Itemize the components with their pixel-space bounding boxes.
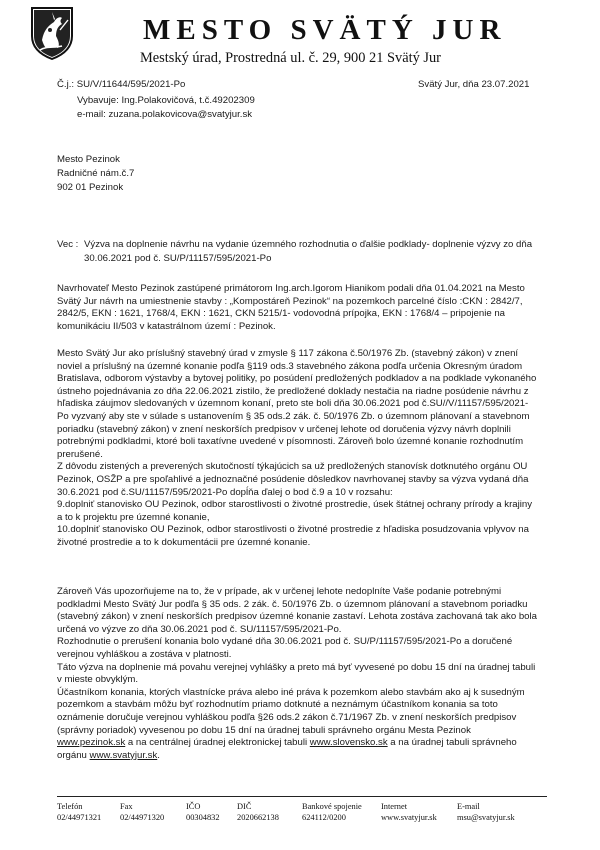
recipient-name: Mesto Pezinok [57, 154, 120, 165]
footer-label: E-mail [457, 802, 480, 811]
city-coat-of-arms-icon [30, 6, 74, 60]
text-line: Táto výzva na doplnenie má povahu verejnej vyhlášky a preto má byť vyvesené po dobu 15 dní na úradnej tabuli [57, 661, 536, 673]
footer-label: Fax [120, 802, 133, 811]
text-line: 2842/5, EKN : 1621, 1768/4, EKN : 1621, CKN 5215/1- vodovodná prípojka, EKN : 1768/4 – pripojenie na [57, 308, 506, 320]
text-line: životné prostredie a to k dokumentácii pre územné konanie. [57, 536, 311, 548]
text-line: a to k projektu pre územné konanie, [57, 511, 210, 523]
text-line: Svätý Jur návrh na umiestnenie stavby : „Kompostáreň Pezinok“ na pozemkoch parcelné číslo :CKN : 2842/7, [57, 295, 523, 307]
footer-value: 02/44971321 [57, 813, 102, 822]
slovensko-website-link[interactable]: www.slovensko.sk [309, 737, 388, 749]
text-line: určená vo výzve zo dňa 30.06.2021 pod č. SU/11157/595/2021-Po. [57, 623, 342, 635]
text-fragment: orgánu [57, 749, 90, 761]
text-line: komunikáciu II/503 v katastrálnom území : Pezinok. [57, 320, 276, 332]
text-line: (správny poriadok) vyvesenou po dobu 15 dní na úradnej tabuli správneho orgánu Mesta Pezinok [57, 724, 471, 736]
text-line: 10.doplniť stanovisko OU Pezinok, odbor starostlivosti o životné prostredie z hľadiska posudzovania vplyvov na [57, 524, 529, 536]
footer-phone [57, 801, 101, 823]
footer-email [457, 801, 515, 823]
city-title: MESTO SVÄTÝ JUR [143, 14, 507, 46]
text-line: potrebnými podkladmi, ktoré boli taxatívne uvedené v písomnosti. Zároveň bolo územné konanie rozhodnutím [57, 436, 524, 448]
text-line: Zároveň Vás upozorňujeme na to, že v prípade, ak v určenej lehote nedoplníte Vaše podanie potrebnými [57, 586, 502, 597]
text-fragment: a na úradnej tabuli správneho [387, 737, 517, 749]
text-line: Z dôvodu zistených a preverených skutočností týkajúcich sa už predložených stanovísk dotknutého orgánu OU [57, 461, 528, 473]
footer-ico [186, 801, 220, 823]
text-line: Bratislava, odborom výstavby a bytovej politiky, po posúdení predložených podkladov a na podklade vykonaného [57, 373, 537, 385]
footer-label: IČO [186, 802, 201, 811]
footer-divider [57, 796, 547, 797]
text-line: (stavebný zákon) v znení neskorších predpisov územné konanie zastaví. Lehota zostáva zachovaná tak ako bola [57, 611, 537, 623]
footer-label: Telefón [57, 802, 83, 811]
text-line: podkladmi Mesto Svätý Jur podľa § 35 ods. 2 zák. č. 50/1976 Zb. o územnom plánovaní a stavebnom poriadku [57, 598, 528, 610]
footer-value: 624112/0200 [302, 813, 346, 822]
subject-label: Vec : [57, 239, 79, 250]
footer-label: Internet [381, 802, 408, 811]
paragraph-warning [57, 586, 537, 762]
footer-value: www.svatyjur.sk [381, 813, 437, 822]
text-line: ústneho pojednávania zo dňa 22.06.2021 zistilo, že predložené doklady nestačia na riadne posúdenie návrhu z [57, 385, 529, 397]
footer-label: DIČ [237, 802, 252, 811]
svatyjur-website-link[interactable]: www.svatyjur.sk [89, 749, 158, 761]
text-line: Navrhovateľ Mesto Pezinok zastúpené primátorom Ing.arch.Igorom Hianikom podali dňa 01.04.2021 na Mesto [57, 283, 525, 294]
text-line: hľadiska záujmov sledovaných v územnom konaní, preto ste boli dňa 30.06.2021 pod č.SU//V/11157/595/2021- [57, 398, 529, 410]
text-line: Pezinok, OSŽP a pre spoľahlivé a jednoznačné posúdenie dôsledkov navrhovanej stavby sa výzva vydaná dňa [57, 473, 529, 485]
place-and-date: Svätý Jur, dňa 23.07.2021 [418, 79, 530, 90]
footer-bank [302, 801, 362, 823]
text-line: Mesto Svätý Jur ako príslušný stavebný úrad v zmysle § 117 zákona č.50/1976 Zb. (stavebný zákon) v znení [57, 348, 519, 359]
text-line: 30.6.2021 pod č.SU/11157/595/2021-Po dopĺňa ďalej o bod č.9 a 10 v rozsahu: [57, 486, 393, 498]
subject-line-1: Výzva na doplnenie návrhu na vydanie územného rozhodnutia o ďalšie podklady- doplnenie výzvy zo dňa [84, 239, 533, 250]
text-line: oznámenie doručuje verejnou vyhláškou podľa §26 ods.2 zákon č.71/1967 Zb. v znení neskorších predpisov [57, 711, 517, 723]
handler: Vybavuje: Ing.Polakovičová, t.č.49202309 [77, 95, 255, 106]
footer-label: Bankové spojenie [302, 802, 362, 811]
text-line: prerušené. [57, 448, 103, 460]
footer-value: 00304832 [186, 813, 220, 822]
footer-value: 02/44971320 [120, 813, 165, 822]
subject-line-2: 30.06.2021 pod č. SU/P/11157/595/2021-Po [84, 253, 272, 264]
pezinok-website-link[interactable]: www.pezinok.sk [57, 737, 126, 749]
text-line: noviel a príslušný na územné konanie podľa §119 ods.3 stavebného zákona podľa určenia Okresným úradom [57, 360, 523, 372]
text-line: Po vyzvaný aby ste v súlade s ustanovením § 35 ods.2 zák. č. 50/1976 Zb. o územnom plánovaní a stavebnom [57, 410, 530, 422]
text-line: v mieste obvyklým. [57, 674, 139, 686]
text-line-links [57, 737, 537, 750]
footer-dic [237, 801, 279, 823]
text-fragment: a na centrálnej úradnej elektronickej tabuli [125, 737, 310, 749]
text-line: pozemkom a stavbám môžu byť rozhodnutím priamo dotknuté a neznámym účastníkom konania sa toto [57, 699, 498, 711]
text-line: Rozhodnutie o prerušení konania bolo vydané dňa 30.06.2021 pod č. SU/P/11157/595/2021-Po a doručené [57, 636, 513, 648]
text-line: verejnou vyhláškou a zostáva v platnosti. [57, 648, 232, 660]
recipient-city: 902 01 Pezinok [57, 182, 124, 193]
text-fragment: . [157, 749, 160, 761]
office-address: Mestský úrad, Prostredná ul. č. 29, 900 21 Svätý Jur [140, 50, 441, 66]
text-line: poriadku (stavebný zákon) v znení neskorších predpisov v určenej lehote od doručenia výzvy návrh doplnili [57, 423, 511, 435]
paragraph-decision [57, 348, 536, 550]
text-line-last [57, 750, 537, 763]
paragraph-application [57, 283, 525, 333]
footer-value: 2020662138 [237, 813, 279, 822]
text-line: Účastníkom konania, ktorých vlastnícke práva alebo iné práva k pozemkom alebo stavbám ako aj k susedným [57, 686, 525, 698]
text-line: 9.doplniť stanovisko OU Pezinok, odbor starostlivosti o životné prostredie, úsek štátnej ochrany prírody a krajiny [57, 499, 532, 511]
footer-value: msu@svatyjur.sk [457, 813, 515, 822]
reference-number: Č.j.: SU/V/11644/595/2021-Po [57, 79, 186, 90]
footer-internet [381, 801, 437, 823]
footer-fax [120, 801, 164, 823]
handler-email: e-mail: zuzana.polakovicova@svatyjur.sk [77, 109, 253, 120]
recipient-street: Radničné nám.č.7 [57, 168, 135, 179]
